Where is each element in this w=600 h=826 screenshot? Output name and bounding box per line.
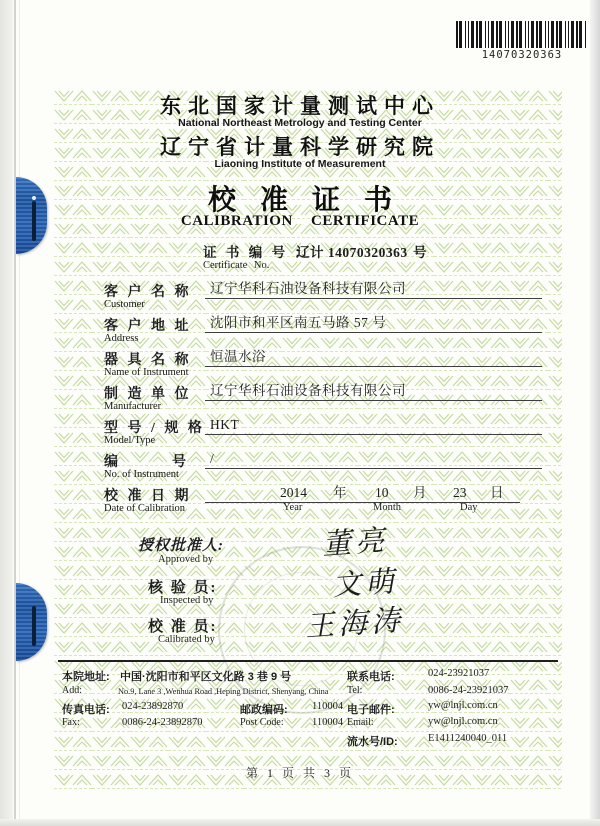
- date-day: 23: [453, 485, 467, 500]
- scan-bottom-edge: [0, 819, 600, 826]
- field-value: HKT: [210, 417, 240, 432]
- field-label-cn: 客 户 地 址: [104, 319, 192, 334]
- footer-fax-value-en: 0086-24-23892870: [122, 717, 203, 728]
- barcode: [456, 21, 588, 48]
- date-day-cn: 日: [490, 485, 504, 500]
- footer-tel-value-cn: 024-23921037: [428, 668, 490, 679]
- footer-tel-label-en: Tel:: [347, 685, 363, 696]
- inspected-by-signature: 文萌: [331, 565, 400, 603]
- footer-address-label-en: Add:: [62, 685, 82, 696]
- footer-tel-value-en: 0086-24-23921037: [428, 685, 509, 696]
- date-day-en: Day: [460, 502, 478, 513]
- field-label-en: Address: [104, 333, 139, 344]
- field-underline: [205, 312, 542, 333]
- binding-clip-bottom: [16, 583, 47, 661]
- approved-by-label-en: Approved by: [158, 554, 214, 565]
- field-label-cn: 编 号: [104, 455, 189, 470]
- org2-name-cn: 辽宁省计量科学研究院: [160, 136, 440, 159]
- field-underline: [205, 380, 542, 401]
- approved-by-label-cn: 授权批准人:: [138, 538, 224, 554]
- inspected-by-label-en: Inspected by: [160, 595, 214, 606]
- field-label-cn: 制 造 单 位: [104, 387, 192, 402]
- footer-fax-label-cn: 传真电话:: [62, 704, 110, 716]
- field-label-en: Name of Instrument: [104, 367, 189, 378]
- cert-no-label-cn: 证 书 编 号 ：: [203, 245, 311, 260]
- org-name-en: National Northeast Metrology and Testing Center: [178, 117, 422, 129]
- footer-email-label-en: Email:: [347, 717, 374, 728]
- field-label-cn: 客 户 名 称: [104, 285, 192, 300]
- footer-fax-label-en: Fax:: [62, 717, 80, 728]
- cert-no-label-en: Certificate No.: [203, 260, 270, 271]
- org-name-cn: 东北国家计量测试中心: [160, 95, 440, 118]
- date-month-en: Month: [373, 502, 402, 513]
- footer-address-value-cn: 中国·沈阳市和平区文化路 3 巷 9 号: [120, 671, 292, 683]
- field-underline: [205, 414, 542, 435]
- field-label-en: Date of Calibration: [104, 503, 186, 514]
- cert-no-value: 辽计 14070320363: [296, 245, 408, 260]
- date-year-cn: 年: [333, 485, 347, 500]
- footer-email-value-cn: yw@lnjl.com.cn: [428, 700, 498, 711]
- clip-pin: [32, 196, 36, 200]
- field-label-en: Customer: [104, 299, 145, 310]
- field-value: 恒温水浴: [210, 349, 266, 364]
- clip-staple: [32, 606, 36, 646]
- footer-address-label-cn: 本院地址:: [62, 671, 110, 683]
- field-value: 沈阳市和平区南五马路 57 号: [210, 315, 387, 330]
- field-label-en: No. of Instrument: [104, 469, 179, 480]
- field-underline: [205, 278, 542, 299]
- footer-email-label-cn: 电子邮件:: [347, 704, 395, 716]
- footer-serial-value: E1411240040_011: [428, 733, 508, 744]
- field-row-calibration-date: [0, 485, 600, 521]
- field-value: 辽宁华科石油设备科技有限公司: [210, 383, 406, 398]
- date-year: 2014: [280, 485, 307, 500]
- date-month-cn: 月: [413, 485, 427, 500]
- calibrated-by-signature: 王海涛: [304, 604, 406, 644]
- footer-serial-label: 流水号/ID:: [347, 736, 398, 748]
- field-label-cn: 器 具 名 称: [104, 353, 192, 368]
- date-month: 10: [375, 485, 389, 500]
- field-underline: [205, 346, 542, 367]
- org2-name-en: Liaoning Institute of Measurement: [214, 158, 386, 170]
- field-label-en: Model/Type: [104, 435, 156, 446]
- field-value: 辽宁华科石油设备科技有限公司: [210, 281, 406, 296]
- approved-by-signature: 董亮: [321, 524, 390, 562]
- calibrated-by-label-cn: 校 准 员:: [148, 619, 218, 635]
- footer-email-value-en: yw@lnjl.com.cn: [428, 716, 498, 727]
- footer-tel-label-cn: 联系电话:: [347, 671, 395, 683]
- footer-post-label-en: Post Code:: [240, 717, 284, 728]
- date-year-en: Year: [283, 502, 303, 513]
- clip-staple: [32, 201, 36, 241]
- barcode-number: 14070320363: [481, 49, 563, 61]
- footer-fax-value-cn: 024-23892870: [122, 701, 184, 712]
- page-number: 第 1 页 共 3 页: [245, 766, 354, 780]
- field-value: /: [210, 451, 215, 466]
- certificate-title-cn: 校准证书: [207, 184, 416, 215]
- calibrated-by-label-en: Calibrated by: [158, 634, 215, 645]
- field-underline: [205, 448, 542, 469]
- footer-post-value-en: 110004: [312, 717, 344, 728]
- footer-address-value-en: No.9, Lane 3 ,Wenhua Road ,Heping District, Shenyang, China: [118, 687, 329, 696]
- field-label-cn: 校 准 日 期: [104, 489, 192, 504]
- field-underline: [205, 482, 520, 513]
- footer-post-value-cn: 110004: [312, 701, 344, 712]
- cert-no-suffix: 号: [413, 245, 430, 260]
- field-label-en: Manufacturer: [104, 401, 162, 412]
- footer-post-label-cn: 邮政编码:: [240, 704, 288, 716]
- inspected-by-label-cn: 核 验 员:: [148, 580, 218, 596]
- field-label-cn: 型 号 / 规 格: [104, 421, 205, 436]
- footer-divider: [58, 660, 558, 662]
- certificate-title-en: CALIBRATION CERTIFICATE: [180, 213, 420, 229]
